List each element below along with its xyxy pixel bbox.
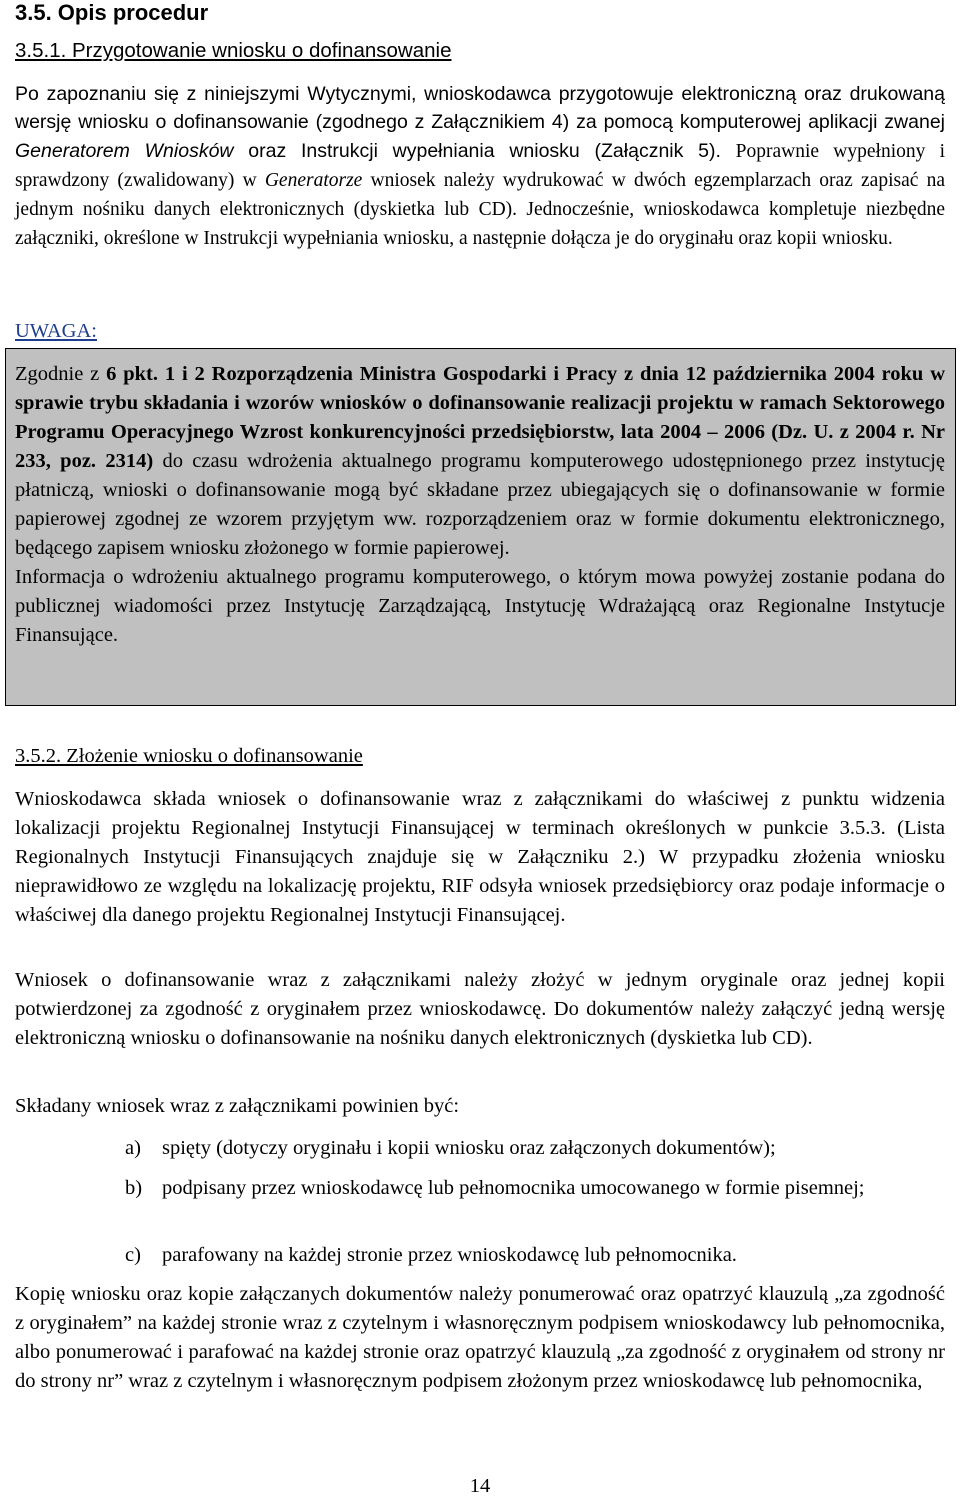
note-label: UWAGA: bbox=[15, 320, 97, 342]
paragraph-submission: Wnioskodawca składa wniosek o dofinansowanie wraz z załącznikami do właściwej z punktu widzenia lokalizacji projektu Regionalnej Instytucji Finansującej w terminach określonych w punkcie 3.5.3. (Lista Regionalnych Instytucji Finansujących znajduje się w Załączniku 2.) W przypadku złożenia wniosku nieprawidłowo ze względu na lokalizację projektu, RIF odsyła wniosek przedsiębiorcy oraz podaje informacje o właściwej dla danego projektu Regionalnej Instytucji Finansującej. bbox=[15, 788, 945, 926]
section-heading: 3.5. Opis procedur bbox=[15, 0, 209, 25]
paragraph-requirements: Składany wniosek wraz z załącznikami powinien być: bbox=[15, 1095, 460, 1117]
note-box-text bbox=[15, 360, 945, 650]
list-item-label: a) bbox=[125, 1137, 141, 1159]
list-item-text: spięty (dotyczy oryginału i kopii wniosku oraz załączonych dokumentów); bbox=[162, 1137, 776, 1159]
paragraph-intro-text-1: Po zapoznaniu się z niniejszymi Wytycznymi, wnioskodawca przygotowuje elektroniczną oraz drukowaną wersję wniosku o dofinansowanie (zgodnego z Załącznikiem 4) za pomocą komputerowej aplikacji zwanej bbox=[15, 83, 945, 134]
page-number: 14 bbox=[469, 1475, 491, 1497]
paragraph-intro-text-2: oraz Instrukcji wypełniania wniosku (Załącznik 5). bbox=[233, 139, 736, 162]
list-item-label: b) bbox=[125, 1177, 143, 1199]
paragraph-intro-text-3: Poprawnie wypełniony i sprawdzony (zwalidowany) w bbox=[15, 140, 945, 191]
subsection-heading-3-5-2: 3.5.2. Złożenie wniosku o dofinansowanie bbox=[15, 745, 363, 767]
note-text-2: do czasu wdrożenia aktualnego programu komputerowego udostępnionego przez instytucję płatniczą, wnioski o dofinansowanie mogą być składane przez ubiegających się o dofinansowanie w formie papierowej zgodnej ze wzorem przyjętym ww. rozporządzeniem oraz w formie dokumentu elektronicznego, będącego zapisem wniosku złożonego w formie papierowej. bbox=[15, 450, 945, 559]
list-item-text: parafowany na każdej stronie przez wnioskodawcę lub pełnomocnika. bbox=[162, 1244, 737, 1266]
paragraph-intro-text-4: wniosek należy wydrukować w dwóch egzemplarzach oraz zapisać na jednym nośniku danych elektronicznych (dyskietka lub CD). Jednocześnie, wnioskodawca kompletuje niezbędne załączniki, określone w Instrukcji wypełniania wniosku, a następnie dołącza je do oryginału oraz kopii wniosku. bbox=[15, 169, 945, 250]
generator-term: Generatorze bbox=[264, 169, 363, 191]
list-item-label: c) bbox=[125, 1244, 141, 1266]
list-item-text: podpisany przez wnioskodawcę lub pełnomocnika umocowanego w formie pisemnej; bbox=[162, 1177, 865, 1199]
paragraph-copies: Wniosek o dofinansowanie wraz z załącznikami należy złożyć w jednym oryginale oraz jednej kopii potwierdzonej za zgodność z oryginałem przez wnioskodawcę. Do dokumentów należy załączyć jedną wersję elektroniczną wniosku o dofinansowanie na nośniku danych elektronicznych (dyskietka lub CD). bbox=[15, 969, 945, 1049]
paragraph-certification: Kopię wniosku oraz kopie załączanych dokumentów należy ponumerować oraz opatrzyć klauzulą „za zgodność z oryginałem” na każdej stronie wraz z czytelnym i własnoręcznym podpisem wnioskodawcy lub pełnomocnika, albo ponumerować i parafować na każdej stronie oraz opatrzyć klauzulą „za zgodność z oryginałem od strony nr do strony nr” wraz z czytelnym i własnoręcznym podpisem złożonym przez wnioskodawcę lub pełnomocnika, bbox=[15, 1283, 945, 1392]
note-regulation-reference: 6 pkt. 1 i 2 Rozporządzenia Ministra Gospodarki i Pracy z dnia 12 października 2004 roku w sprawie trybu składania i wzorów wniosków o dofinansowanie realizacji projektu w ramach Sektorowego Programu Operacyjnego Wzrost konkurencyjności przedsiębiorstw, lata 2004 – 2006 (Dz. U. z 2004 r. Nr 233, poz. 2314) bbox=[15, 363, 945, 472]
paragraph-intro bbox=[15, 80, 945, 254]
note-text-1: Zgodnie z bbox=[15, 363, 107, 385]
subsection-heading-3-5-1: 3.5.1. Przygotowanie wniosku o dofinansowanie bbox=[15, 39, 452, 62]
note-text-3: Informacja o wdrożeniu aktualnego programu komputerowego, o którym mowa powyżej zostanie podana do publicznej wiadomości przez Instytucję Zarządzającą, Instytucję Wdrażającą oraz Regionalne Instytucje Finansujące. bbox=[15, 566, 945, 646]
generator-name: Generatorem Wniosków bbox=[15, 139, 234, 162]
